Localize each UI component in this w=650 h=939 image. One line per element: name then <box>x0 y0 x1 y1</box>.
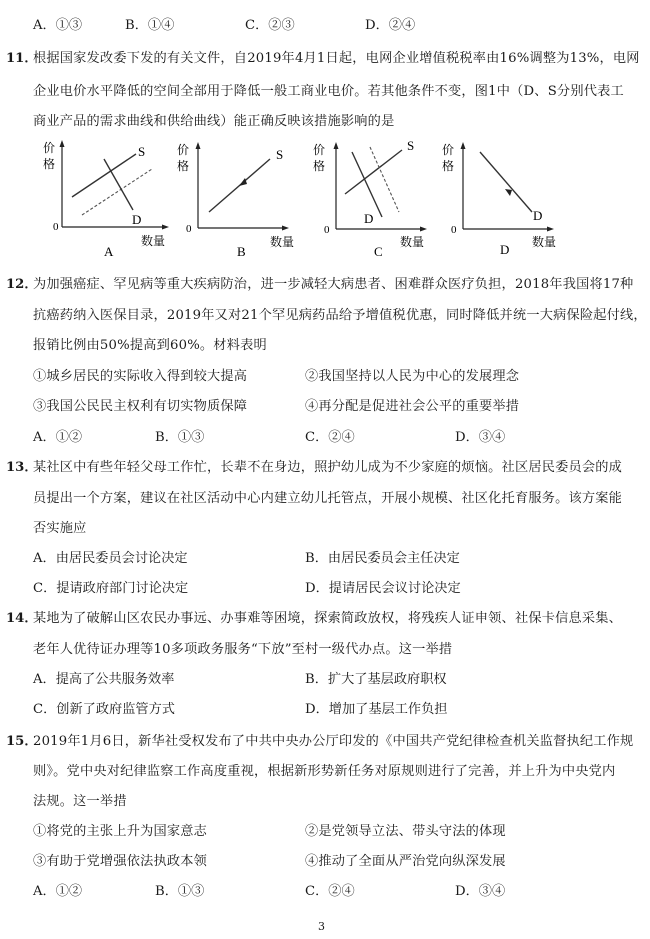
graph-label: D <box>500 242 510 257</box>
graph-label: A <box>104 244 114 257</box>
y-axis-arrow <box>334 142 339 149</box>
demand-curve <box>480 152 532 212</box>
q15-statement-3: ③有助于党增强依法执政本领 <box>33 854 208 869</box>
y-axis-arrow <box>196 142 201 149</box>
q13-option-a: A．由居民委员会讨论决定 <box>33 551 188 566</box>
graph-b <box>172 132 307 257</box>
graph-label: C <box>374 244 383 257</box>
q12-statement-4: ④再分配是促进社会公平的重要举措 <box>305 399 520 414</box>
q13-option-d: D．提请居民会议讨论决定 <box>305 581 461 596</box>
y-label-2: 格 <box>313 159 326 173</box>
q14-line-1: 某地为了破解山区农民办事远、办事难等困境，探索简政放权，将残疾人证申领、社保卡信息采集、 <box>33 611 623 626</box>
x-axis-label: 数量 <box>141 234 166 248</box>
y-axis-arrow <box>461 142 466 149</box>
q13-line-1: 某社区中有些年轻父母工作忙，长辈不在身边，照护幼儿成为不少家庭的烦恼。社区居民委员会的成 <box>33 460 623 475</box>
q14-option-b: B．扩大了基层政府职权 <box>305 672 447 687</box>
q13-option-b: B．由居民委员会主任决定 <box>305 551 460 566</box>
q13-option-c: C．提请政府部门讨论决定 <box>33 581 189 596</box>
label-s: S <box>138 144 146 159</box>
graph-c <box>310 132 445 257</box>
q15-option-d: D．③④ <box>455 884 506 899</box>
x-axis-arrow <box>547 227 554 232</box>
q11-line-2: 企业电价水平降低的空间全部用于降低一般工商业电价。若其他条件不变，图1中（D、S分别代表工 <box>33 84 624 99</box>
q11-number: 11． <box>6 51 38 66</box>
x-axis-label: 数量 <box>400 235 425 249</box>
supply-curve-shifted <box>82 169 152 215</box>
q12-option-d: D．③④ <box>455 430 506 445</box>
y-label-2: 格 <box>177 159 190 173</box>
origin: 0 <box>451 224 457 236</box>
origin: 0 <box>324 224 330 236</box>
q10-option-b: B．①④ <box>125 18 175 33</box>
q12-statement-1: ①城乡居民的实际收入得到较大提高 <box>33 369 248 384</box>
q15-option-b: B．①③ <box>155 884 205 899</box>
q15-statement-2: ②是党领导立法、带头守法的体现 <box>305 824 506 839</box>
q15-line-1: 2019年1月6日，新华社受权发布了中共中央办公厅印发的《中国共产党纪律检查机关监督执纪工作规 <box>33 734 634 749</box>
q12-line-1: 为加强癌症、罕见病等重大疾病防治，进一步减轻大病患者、困难群众医疗负担，2018年我国将17种 <box>33 277 634 292</box>
q12-number: 12． <box>6 277 38 292</box>
y-label-1: 价 <box>442 143 455 157</box>
graph-a <box>40 132 175 257</box>
q15-line-2: 则》。党中央对纪律监察工作高度重视，根据新形势新任务对原规则进行了完善，并上升为中央党内 <box>33 764 616 779</box>
q15-statement-1: ①将党的主张上升为国家意志 <box>33 824 208 839</box>
q10-option-d: D．②④ <box>365 18 416 33</box>
q11-line-3: 商业产品的需求曲线和供给曲线）能正确反映该措施影响的是 <box>33 114 395 129</box>
label-d: D <box>364 211 374 226</box>
supply-curve <box>72 154 136 197</box>
q12-option-a: A．①② <box>33 430 83 445</box>
q14-line-2: 老年人优待证办理等10多项政务服务“下放”至村一级代办点。这一举措 <box>33 642 453 657</box>
graph-label: B <box>237 244 246 257</box>
y-label-2: 格 <box>43 157 56 171</box>
q13-line-2: 员提出一个方案，建议在社区活动中心内建立幼儿托管点，开展小规模、社区化托育服务。该方案能 <box>33 491 623 506</box>
origin: 0 <box>53 221 59 233</box>
q12-option-c: C．②④ <box>305 430 355 445</box>
label-d: D <box>533 208 543 223</box>
label-d: D <box>132 212 142 227</box>
q14-option-c: C．创新了政府监管方式 <box>33 702 175 717</box>
q15-number: 15． <box>6 734 38 749</box>
q14-option-a: A．提高了公共服务效率 <box>33 672 175 687</box>
label-s: S <box>407 138 415 153</box>
q11-line-1: 根据国家发改委下发的有关文件，自2019年4月1日起，电网企业增值税税率由16%调整为13%，电网 <box>33 51 640 66</box>
y-label-1: 价 <box>313 143 326 157</box>
page-number: 3 <box>318 920 325 933</box>
q14-option-d: D．增加了基层工作负担 <box>305 702 448 717</box>
x-axis-arrow <box>162 225 169 230</box>
y-label-1: 价 <box>177 143 190 157</box>
q14-number: 14． <box>6 611 38 626</box>
q13-number: 13． <box>6 460 38 475</box>
y-label-1: 价 <box>43 141 56 155</box>
q12-option-b: B．①③ <box>155 430 205 445</box>
y-label-2: 格 <box>442 159 455 173</box>
arrow-down-icon <box>505 189 512 196</box>
q15-line-3: 法规。这一举措 <box>33 794 127 809</box>
demand-curve-shifted <box>370 147 399 212</box>
x-axis-label: 数量 <box>270 235 295 249</box>
x-axis-label: 数量 <box>532 235 557 249</box>
x-axis-arrow <box>420 227 427 232</box>
q12-line-3: 报销比例由50%提高到60%。材料表明 <box>33 338 267 353</box>
q15-option-a: A．①② <box>33 884 83 899</box>
q12-statement-2: ②我国坚持以人民为中心的发展理念 <box>305 369 520 384</box>
y-axis-arrow <box>60 140 65 147</box>
q12-line-2: 抗癌药纳入医保目录，2019年又对21个罕见病药品给予增值税优惠，同时降低并统一大病保险起付线， <box>33 308 647 323</box>
q15-statement-4: ④推动了全面从严治党向纵深发展 <box>305 854 506 869</box>
q13-line-3: 否实施应 <box>33 521 87 536</box>
x-axis-arrow <box>282 226 289 231</box>
origin: 0 <box>186 223 192 235</box>
graph-d <box>440 132 575 257</box>
label-s: S <box>276 147 284 162</box>
q12-statement-3: ③我国公民民主权利有切实物质保障 <box>33 399 248 414</box>
q10-option-c: C．②③ <box>245 18 295 33</box>
q10-option-a: A．①③ <box>33 18 83 33</box>
q15-option-c: C．②④ <box>305 884 355 899</box>
